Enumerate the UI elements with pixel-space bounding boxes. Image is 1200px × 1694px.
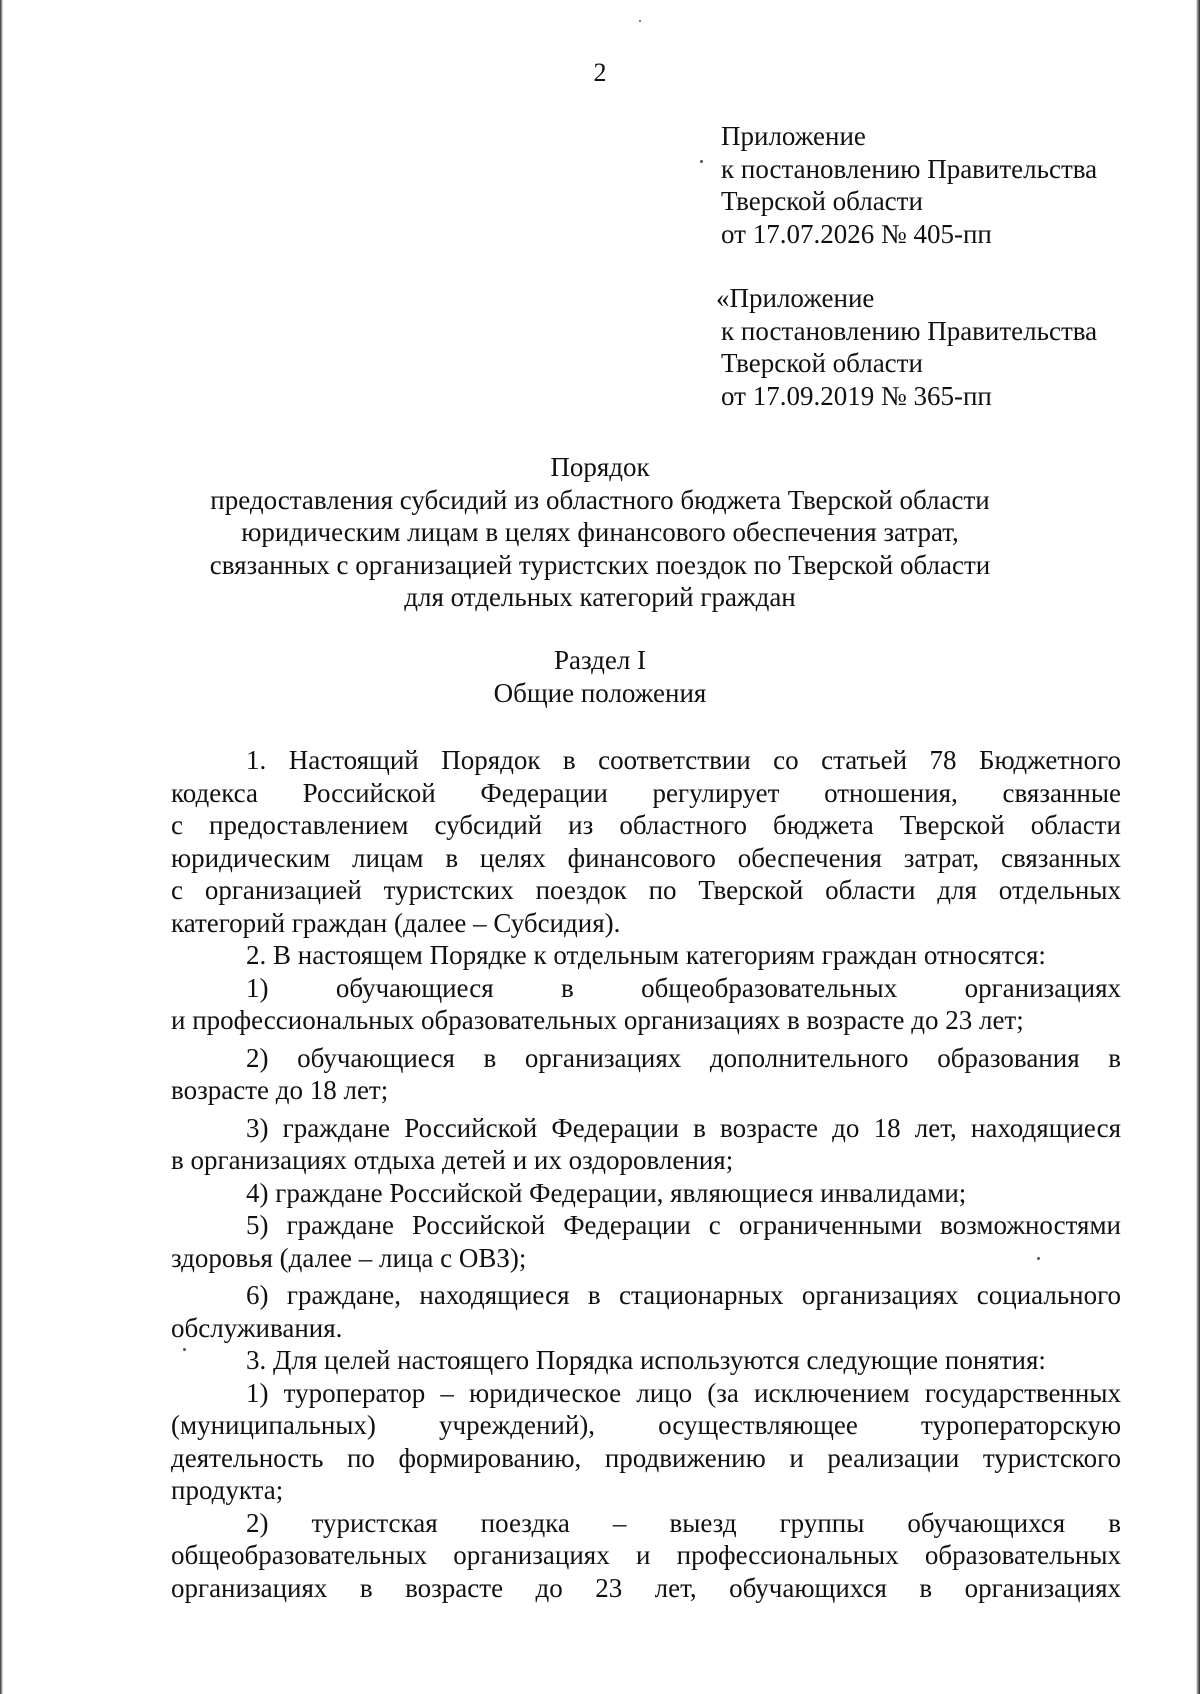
appendix-line: к постановлению Правительства bbox=[721, 153, 1098, 184]
scan-speck bbox=[1037, 1257, 1040, 1260]
paragraph-2-item-4: 4) граждане Российской Федерации, являющиеся инвалидами; bbox=[246, 1177, 967, 1208]
text-line: и профессиональных образовательных организациях в возрасте до 23 лет; bbox=[171, 1005, 1024, 1035]
appendix-line: от 17.07.2026 № 405-пп bbox=[721, 218, 992, 249]
paragraph-3: 3. Для целей настоящего Порядка используются следующие понятия: bbox=[246, 1345, 1046, 1375]
title-line: связанных с организацией туристских поездок по Тверской области bbox=[209, 549, 991, 580]
paragraph-2-item-1 bbox=[171, 972, 1121, 1037]
text-line: 2) туристская поездка – выезд группы обучающихся в bbox=[246, 1507, 1121, 1538]
appendix-line: «Приложение bbox=[716, 283, 875, 313]
text-line: обслуживания. bbox=[171, 1312, 343, 1343]
text-line: здоровья (далее – лица с ОВЗ); bbox=[171, 1242, 527, 1273]
page-number: 2 bbox=[593, 58, 607, 87]
text-line: категорий граждан (далее – Субсидия). bbox=[171, 907, 621, 938]
text-line: 1) туроператор – юридическое лицо (за исключением государственных bbox=[246, 1377, 1121, 1408]
text-line: кодекса Российской Федерации регулирует отношения, связанные bbox=[171, 777, 1121, 808]
appendix-previous-block bbox=[716, 282, 1098, 412]
paragraph-2-item-5 bbox=[171, 1209, 1121, 1274]
appendix-line: Тверской области bbox=[721, 348, 923, 378]
paragraph-1 bbox=[171, 744, 1121, 939]
text-line: с организацией туристских поездок по Тверской области для отдельных bbox=[171, 875, 1121, 905]
appendix-line: от 17.09.2019 № 365-пп bbox=[721, 380, 992, 411]
text-line: продукта; bbox=[171, 1475, 284, 1505]
text-line: 6) граждане, находящиеся в стационарных организациях социального bbox=[246, 1280, 1121, 1310]
text-line: с предоставлением субсидий из областного бюджета Тверской области bbox=[171, 810, 1121, 840]
scan-edge-right bbox=[1196, 0, 1200, 1694]
section-heading bbox=[0, 644, 1200, 709]
scan-speck bbox=[183, 1348, 186, 1351]
text-line: 2) обучающиеся в организациях дополнительного образования в bbox=[246, 1042, 1121, 1073]
text-line: (муниципальных) учреждений), осуществляющее туроператорскую bbox=[171, 1410, 1121, 1440]
appendix-line: Тверской области bbox=[721, 186, 923, 216]
title-heading: Порядок bbox=[550, 452, 650, 482]
section-number: Раздел I bbox=[553, 645, 647, 675]
text-line: организациях в возрасте до 23 лет, обучающихся в организациях bbox=[171, 1572, 1121, 1603]
scan-speck bbox=[700, 160, 703, 163]
appendix-current-block bbox=[721, 120, 1097, 250]
text-line: 3) граждане Российской Федерации в возрасте до 18 лет, находящиеся bbox=[246, 1112, 1121, 1143]
paragraph-2-item-3 bbox=[171, 1112, 1121, 1177]
scan-speck bbox=[639, 20, 641, 22]
text-line: возрасте до 18 лет; bbox=[171, 1075, 389, 1105]
text-line: 1) обучающиеся в общеобразовательных организациях bbox=[246, 972, 1121, 1003]
text-line: юридическим лицам в целях финансового обеспечения затрат, связанных bbox=[171, 842, 1121, 873]
appendix-line: к постановлению Правительства bbox=[721, 315, 1098, 346]
text-line: 1. Настоящий Порядок в соответствии со статьей 78 Бюджетного bbox=[246, 745, 1121, 775]
appendix-line: Приложение bbox=[721, 121, 866, 151]
text-line: общеобразовательных организациях и профессиональных образовательных bbox=[171, 1540, 1121, 1570]
document-title bbox=[0, 451, 1200, 614]
paragraph-2-item-6 bbox=[171, 1279, 1121, 1344]
paragraph-2-item-2 bbox=[171, 1042, 1121, 1107]
paragraph-3-item-2 bbox=[171, 1507, 1121, 1605]
document-body bbox=[171, 744, 1121, 1604]
paragraph-2: 2. В настоящем Порядке к отдельным категориям граждан относятся: bbox=[246, 940, 1046, 970]
paragraph-3-item-1 bbox=[171, 1377, 1121, 1507]
section-name: Общие положения bbox=[493, 677, 707, 708]
scan-edge-left bbox=[0, 0, 3, 1694]
text-line: 5) граждане Российской Федерации с ограниченными возможностями bbox=[246, 1210, 1121, 1240]
title-line: для отдельных категорий граждан bbox=[404, 582, 796, 612]
title-line: предоставления субсидий из областного бюджета Тверской области bbox=[210, 484, 990, 515]
title-line: юридическим лицам в целях финансового обеспечения затрат, bbox=[241, 517, 959, 547]
text-line: в организациях отдыха детей и их оздоровления; bbox=[171, 1145, 734, 1175]
text-line: деятельность по формированию, продвижению и реализации туристского bbox=[171, 1442, 1121, 1473]
